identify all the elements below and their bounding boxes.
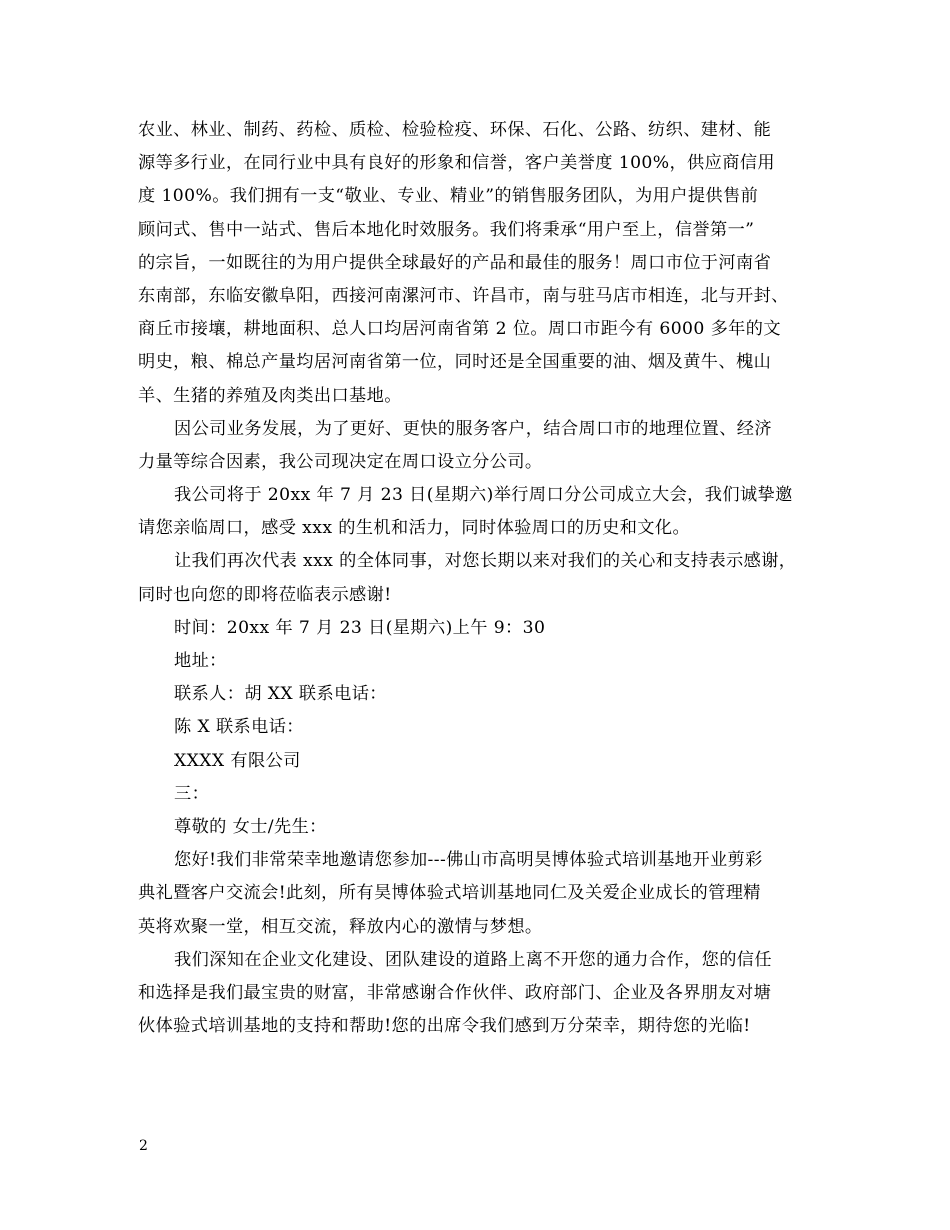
page-number: 2 xyxy=(139,1138,148,1154)
text-line: 度 100%。我们拥有一支“敬业、专业、精业”的销售服务团队，为用户提供售前 xyxy=(138,186,759,207)
text-line: 您好!我们非常荣幸地邀请您参加---佛山市高明昊博体验式培训基地开业剪彩 xyxy=(174,850,763,871)
text-line: 农业、林业、制药、药检、质检、检验检疫、环保、石化、公路、纺织、建材、能 xyxy=(138,120,772,140)
text-line: 英将欢聚一堂，相互交流，释放内心的激情与梦想。 xyxy=(138,916,543,937)
text-line: 顾问式、售中一站式、售后本地化时效服务。我们将秉承“用户至上，信誉第一” xyxy=(138,219,755,240)
text-line: 联系人：胡 XX 联系电话： xyxy=(174,684,387,705)
text-line: 同时也向您的即将莅临表示感谢! xyxy=(138,584,392,605)
text-line: 源等多行业，在同行业中具有良好的形象和信誉，客户美誉度 100%，供应商信用 xyxy=(138,153,775,174)
text-line: 力量等综合因素，我公司现决定在周口设立分公司。 xyxy=(138,451,543,472)
text-line: 让我们再次代表 xxx 的全体同事，对您长期以来对我们的关心和支持表示感谢， xyxy=(174,551,797,572)
text-line: 典礼暨客户交流会!此刻，所有昊博体验式培训基地同仁及关爱企业成长的管理精 xyxy=(138,883,761,904)
text-line: 商丘市接壤，耕地面积、总人口均居河南省第 2 位。周口市距今有 6000 多年的文 xyxy=(138,319,781,340)
text-line: 地址： xyxy=(174,651,227,671)
text-line: XXXX 有限公司 xyxy=(174,750,301,771)
text-line: 我们深知在企业文化建设、团队建设的道路上离不开您的通力合作，您的信任 xyxy=(174,949,772,970)
text-line: 三： xyxy=(174,783,210,804)
text-line: 请您亲临周口，感受 xxx 的生机和活力，同时体验周口的历史和文化。 xyxy=(138,518,691,539)
text-line: 明史，粮、棉总产量均居河南省第一位，同时还是全国重要的油、烟及黄牛、槐山 xyxy=(138,352,772,373)
text-line: 和选择是我们最宝贵的财富，非常感谢合作伙伴、政府部门、企业及各界朋友对塘 xyxy=(138,982,772,1003)
text-line: 的宗旨，一如既往的为用户提供全球最好的产品和最佳的服务！周口市位于河南省 xyxy=(138,252,772,273)
text-line: 尊敬的 女士/先生： xyxy=(174,816,327,837)
text-line: 因公司业务发展，为了更好、更快的服务客户，结合周口市的地理位置、经济 xyxy=(174,418,772,439)
text-line: 羊、生猪的养殖及肉类出口基地。 xyxy=(138,385,402,406)
text-line: 时间：20xx 年 7 月 23 日(星期六)上午 9：30 xyxy=(174,617,546,638)
document-body xyxy=(138,114,822,1043)
text-line: 东南部，东临安徽阜阳，西接河南漯河市、许昌市，南与驻马店市相连，北与开封、 xyxy=(138,285,789,306)
text-line: 我公司将于 20xx 年 7 月 23 日(星期六)举行周口分公司成立大会，我们诚挚邀 xyxy=(174,485,793,506)
text-line: 伙体验式培训基地的支持和帮助!您的出席令我们感到万分荣幸，期待您的光临! xyxy=(138,1016,751,1037)
text-line: 陈 X 联系电话： xyxy=(174,717,304,738)
